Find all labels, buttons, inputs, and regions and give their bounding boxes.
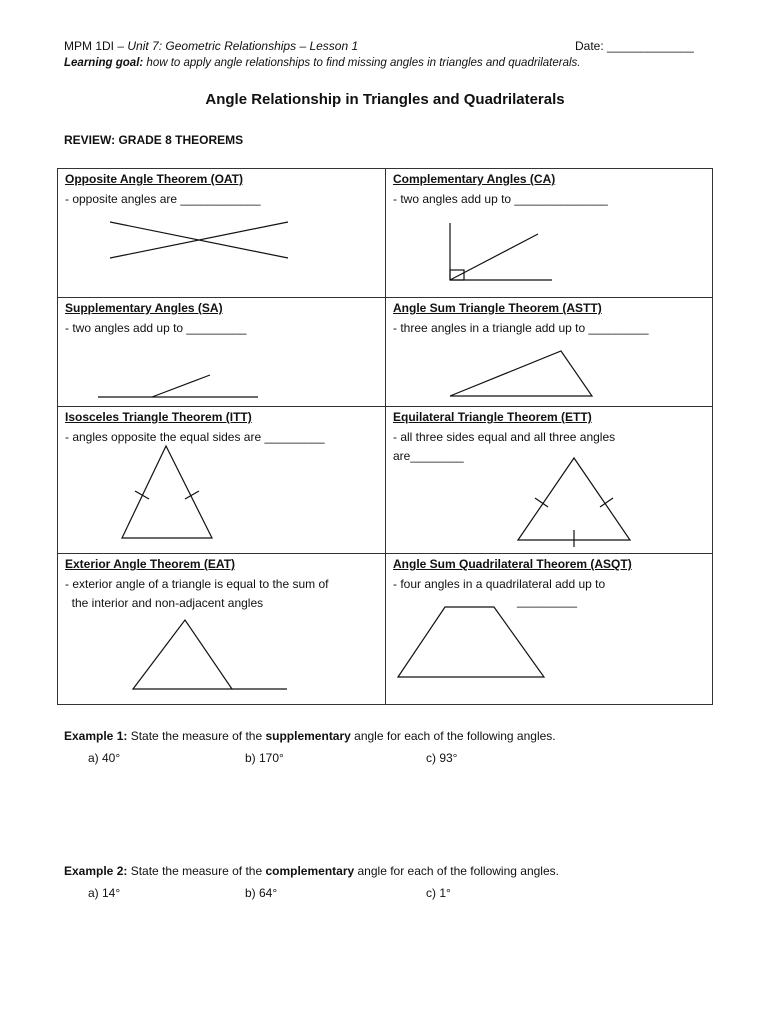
equilateral-triangle-icon	[386, 407, 712, 554]
theorem-title: Equilateral Triangle Theorem (ETT)	[393, 410, 592, 424]
example-keyword: supplementary	[265, 729, 351, 743]
example-text-before: State the measure of the	[127, 864, 266, 878]
theorem-cell-ca	[386, 169, 712, 297]
theorem-desc: - four angles in a quadrilateral add up to	[393, 577, 606, 591]
course-code: MPM 1DI	[64, 39, 115, 53]
theorem-desc: - opposite angles are ____________	[65, 192, 261, 206]
theorem-title: Opposite Angle Theorem (OAT)	[65, 172, 244, 186]
example-1-option-a: a) 40°	[88, 751, 121, 765]
theorem-cell-asqt	[386, 553, 712, 704]
theorem-desc-line1: - exterior angle of a triangle is equal to the sum of	[65, 577, 329, 591]
example-1-option-b: b) 170°	[245, 751, 284, 765]
date-field: Date: _____________	[575, 39, 694, 53]
theorem-desc: - two angles add up to _________	[65, 321, 247, 335]
example-text-after: angle for each of the following angles.	[350, 729, 556, 743]
theorem-cell-sa	[58, 297, 386, 406]
triangle-icon	[386, 298, 712, 407]
header-course	[64, 39, 358, 53]
learning-goal	[64, 57, 581, 69]
straight-angle-icon	[58, 298, 386, 407]
theorem-cell-eat	[58, 553, 386, 704]
theorem-title: Angle Sum Triangle Theorem (ASTT)	[393, 301, 602, 315]
theorem-cell-astt	[386, 297, 712, 406]
theorem-title: Isosceles Triangle Theorem (ITT)	[65, 410, 252, 424]
theorem-title: Angle Sum Quadrilateral Theorem (ASQT)	[393, 557, 632, 571]
page-title: Angle Relationship in Triangles and Quadrilaterals	[205, 91, 565, 108]
learning-goal-text: how to apply angle relationships to find missing angles in triangles and quadrilaterals.	[143, 57, 581, 69]
example-label: Example 1:	[64, 729, 128, 743]
theorem-desc-line1: - all three sides equal and all three angles	[393, 430, 616, 444]
theorem-cell-itt	[58, 406, 386, 553]
example-label: Example 2:	[64, 864, 128, 878]
example-1-prompt	[64, 729, 556, 743]
theorem-desc: - three angles in a triangle add up to _________	[393, 321, 649, 335]
theorem-table	[57, 168, 713, 705]
example-2-prompt	[64, 864, 559, 878]
trapezoid-icon	[386, 554, 712, 705]
right-angle-icon	[386, 169, 712, 297]
exterior-angle-triangle-icon	[58, 554, 386, 705]
theorem-desc-line2: the interior and non-adjacent angles	[65, 596, 264, 610]
theorem-desc: - two angles add up to ______________	[393, 192, 608, 206]
theorem-title: Complementary Angles (CA)	[393, 172, 556, 186]
example-2-option-c: c) 1°	[426, 886, 451, 900]
example-1-option-c: c) 93°	[426, 751, 458, 765]
unit-lesson: – Unit 7: Geometric Relationships – Lesson 1	[117, 39, 359, 53]
theorem-cell-oat	[58, 169, 386, 297]
theorem-desc-blank: _________	[517, 594, 578, 608]
isosceles-triangle-icon	[58, 407, 386, 554]
theorem-desc: - angles opposite the equal sides are _________	[65, 430, 325, 444]
theorem-title: Supplementary Angles (SA)	[65, 301, 223, 315]
example-text-after: angle for each of the following angles.	[354, 864, 559, 878]
learning-goal-label: Learning goal:	[64, 57, 144, 69]
review-heading: REVIEW: GRADE 8 THEOREMS	[64, 133, 244, 147]
theorem-desc-line2: are________	[393, 449, 464, 463]
theorem-cell-ett	[386, 406, 712, 553]
example-2-option-b: b) 64°	[245, 886, 278, 900]
example-text-before: State the measure of the	[127, 729, 266, 743]
intersecting-lines-icon	[58, 169, 386, 297]
example-2-option-a: a) 14°	[88, 886, 121, 900]
example-keyword: complementary	[265, 864, 355, 878]
theorem-title: Exterior Angle Theorem (EAT)	[65, 557, 236, 571]
